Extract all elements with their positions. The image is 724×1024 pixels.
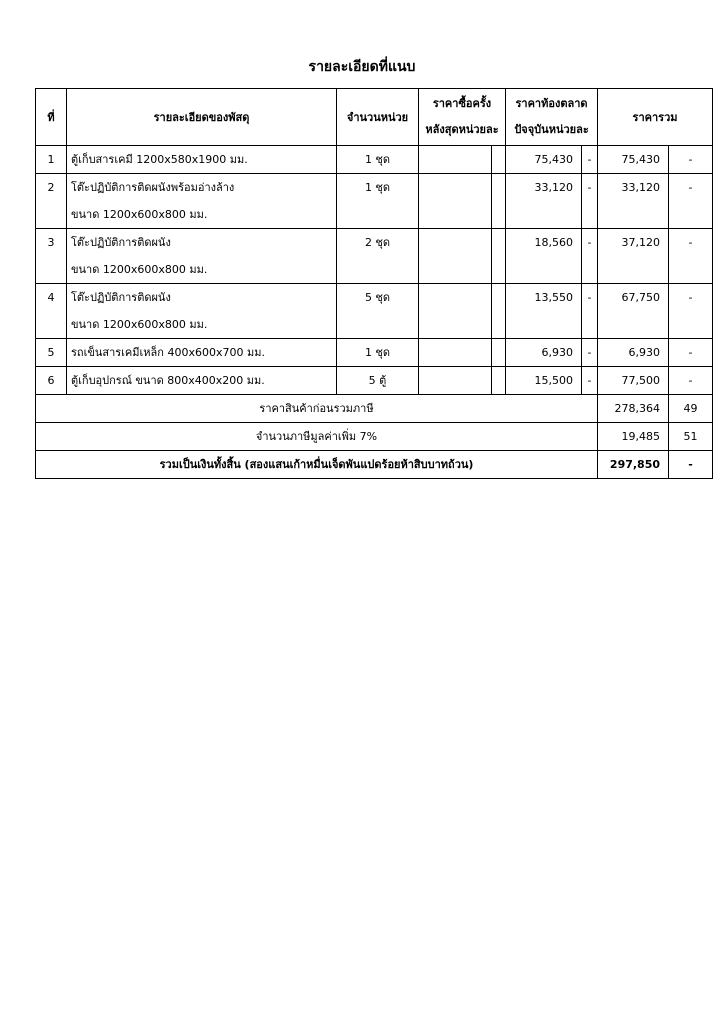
- row-total-satang: -: [669, 229, 713, 284]
- row-total-satang: -: [669, 367, 713, 395]
- grand-total-label: รวมเป็นเงินทั้งสิ้น (สองแสนเก้าหมื่นเจ็ดพันแปดร้อยห้าสิบบาทถ้วน): [36, 451, 598, 479]
- row-description-line2: ขนาด 1200x600x800 มม.: [71, 318, 208, 331]
- grand-total-amount: 297,850: [598, 451, 669, 479]
- table-row: [36, 146, 713, 174]
- row-total: 37,120: [598, 229, 669, 284]
- grand-total-satang: -: [669, 451, 713, 479]
- row-number: 6: [36, 367, 67, 395]
- row-quantity: 5 ชุด: [337, 284, 419, 339]
- row-total-satang: -: [669, 339, 713, 367]
- row-total: 67,750: [598, 284, 669, 339]
- row-number: 1: [36, 146, 67, 174]
- vat-satang: 51: [669, 423, 713, 451]
- row-number: 5: [36, 339, 67, 367]
- header-no: ที่: [36, 89, 67, 146]
- row-description: โต๊ะปฏิบัติการติดผนังพร้อมอ่างล้าง ขนาด 1200x600x800 มม.: [67, 174, 337, 229]
- table-row: [36, 229, 713, 284]
- header-market-price: ราคาท้องตลาด ปัจจุบันหน่วยละ: [506, 89, 598, 146]
- row-description-line2: ขนาด 1200x600x800 มม.: [71, 263, 208, 276]
- vat-label: จำนวนภาษีมูลค่าเพิ่ม 7%: [36, 423, 598, 451]
- row-unit-price: 6,930: [506, 339, 582, 367]
- row-quantity: 1 ชุด: [337, 146, 419, 174]
- row-last-price-satang: [492, 229, 506, 284]
- subtotal-row: [36, 395, 713, 423]
- row-total: 6,930: [598, 339, 669, 367]
- row-total: 77,500: [598, 367, 669, 395]
- header-quantity: จำนวนหน่วย: [337, 89, 419, 146]
- row-last-price: [419, 339, 492, 367]
- row-total: 33,120: [598, 174, 669, 229]
- row-last-price-satang: [492, 367, 506, 395]
- row-last-price-satang: [492, 146, 506, 174]
- row-total-satang: -: [669, 174, 713, 229]
- row-last-price: [419, 284, 492, 339]
- table-row: [36, 174, 713, 229]
- row-quantity: 1 ชุด: [337, 339, 419, 367]
- subtotal-amount: 278,364: [598, 395, 669, 423]
- row-last-price-satang: [492, 174, 506, 229]
- subtotal-satang: 49: [669, 395, 713, 423]
- vat-row: [36, 423, 713, 451]
- row-unit-price-satang: -: [582, 367, 598, 395]
- row-unit-price-satang: -: [582, 146, 598, 174]
- row-last-price: [419, 367, 492, 395]
- row-number: 2: [36, 174, 67, 229]
- row-description: รถเข็นสารเคมีเหล็ก 400x600x700 มม.: [67, 339, 337, 367]
- row-last-price: [419, 229, 492, 284]
- items-table: [35, 88, 713, 479]
- row-unit-price-satang: -: [582, 284, 598, 339]
- row-unit-price: 33,120: [506, 174, 582, 229]
- row-last-price-satang: [492, 284, 506, 339]
- row-last-price: [419, 174, 492, 229]
- header-last-price: ราคาซื้อครั้ง หลังสุดหน่วยละ: [419, 89, 506, 146]
- row-description: โต๊ะปฏิบัติการติดผนัง ขนาด 1200x600x800 มม.: [67, 284, 337, 339]
- row-unit-price: 75,430: [506, 146, 582, 174]
- row-quantity: 2 ชุด: [337, 229, 419, 284]
- row-number: 3: [36, 229, 67, 284]
- row-unit-price-satang: -: [582, 229, 598, 284]
- header-row: [36, 89, 713, 146]
- grand-total-row: [36, 451, 713, 479]
- table-row: [36, 284, 713, 339]
- row-description: ตู้เก็บอุปกรณ์ ขนาด 800x400x200 มม.: [67, 367, 337, 395]
- row-quantity: 1 ชุด: [337, 174, 419, 229]
- row-total-satang: -: [669, 284, 713, 339]
- row-quantity: 5 ตู้: [337, 367, 419, 395]
- table-row: [36, 367, 713, 395]
- row-total: 75,430: [598, 146, 669, 174]
- row-last-price: [419, 146, 492, 174]
- row-description: โต๊ะปฏิบัติการติดผนัง ขนาด 1200x600x800 มม.: [67, 229, 337, 284]
- row-last-price-satang: [492, 339, 506, 367]
- row-unit-price: 13,550: [506, 284, 582, 339]
- row-number: 4: [36, 284, 67, 339]
- row-description-line2: ขนาด 1200x600x800 มม.: [71, 208, 208, 221]
- row-unit-price-satang: -: [582, 174, 598, 229]
- vat-amount: 19,485: [598, 423, 669, 451]
- row-description: ตู้เก็บสารเคมี 1200x580x1900 มม.: [67, 146, 337, 174]
- header-total: ราคารวม: [598, 89, 713, 146]
- row-total-satang: -: [669, 146, 713, 174]
- row-unit-price: 18,560: [506, 229, 582, 284]
- row-unit-price: 15,500: [506, 367, 582, 395]
- header-description: รายละเอียดของพัสดุ: [67, 89, 337, 146]
- row-unit-price-satang: -: [582, 339, 598, 367]
- page-title: รายละเอียดที่แนบ: [308, 59, 416, 75]
- table-row: [36, 339, 713, 367]
- subtotal-label: ราคาสินค้าก่อนรวมภาษี: [36, 395, 598, 423]
